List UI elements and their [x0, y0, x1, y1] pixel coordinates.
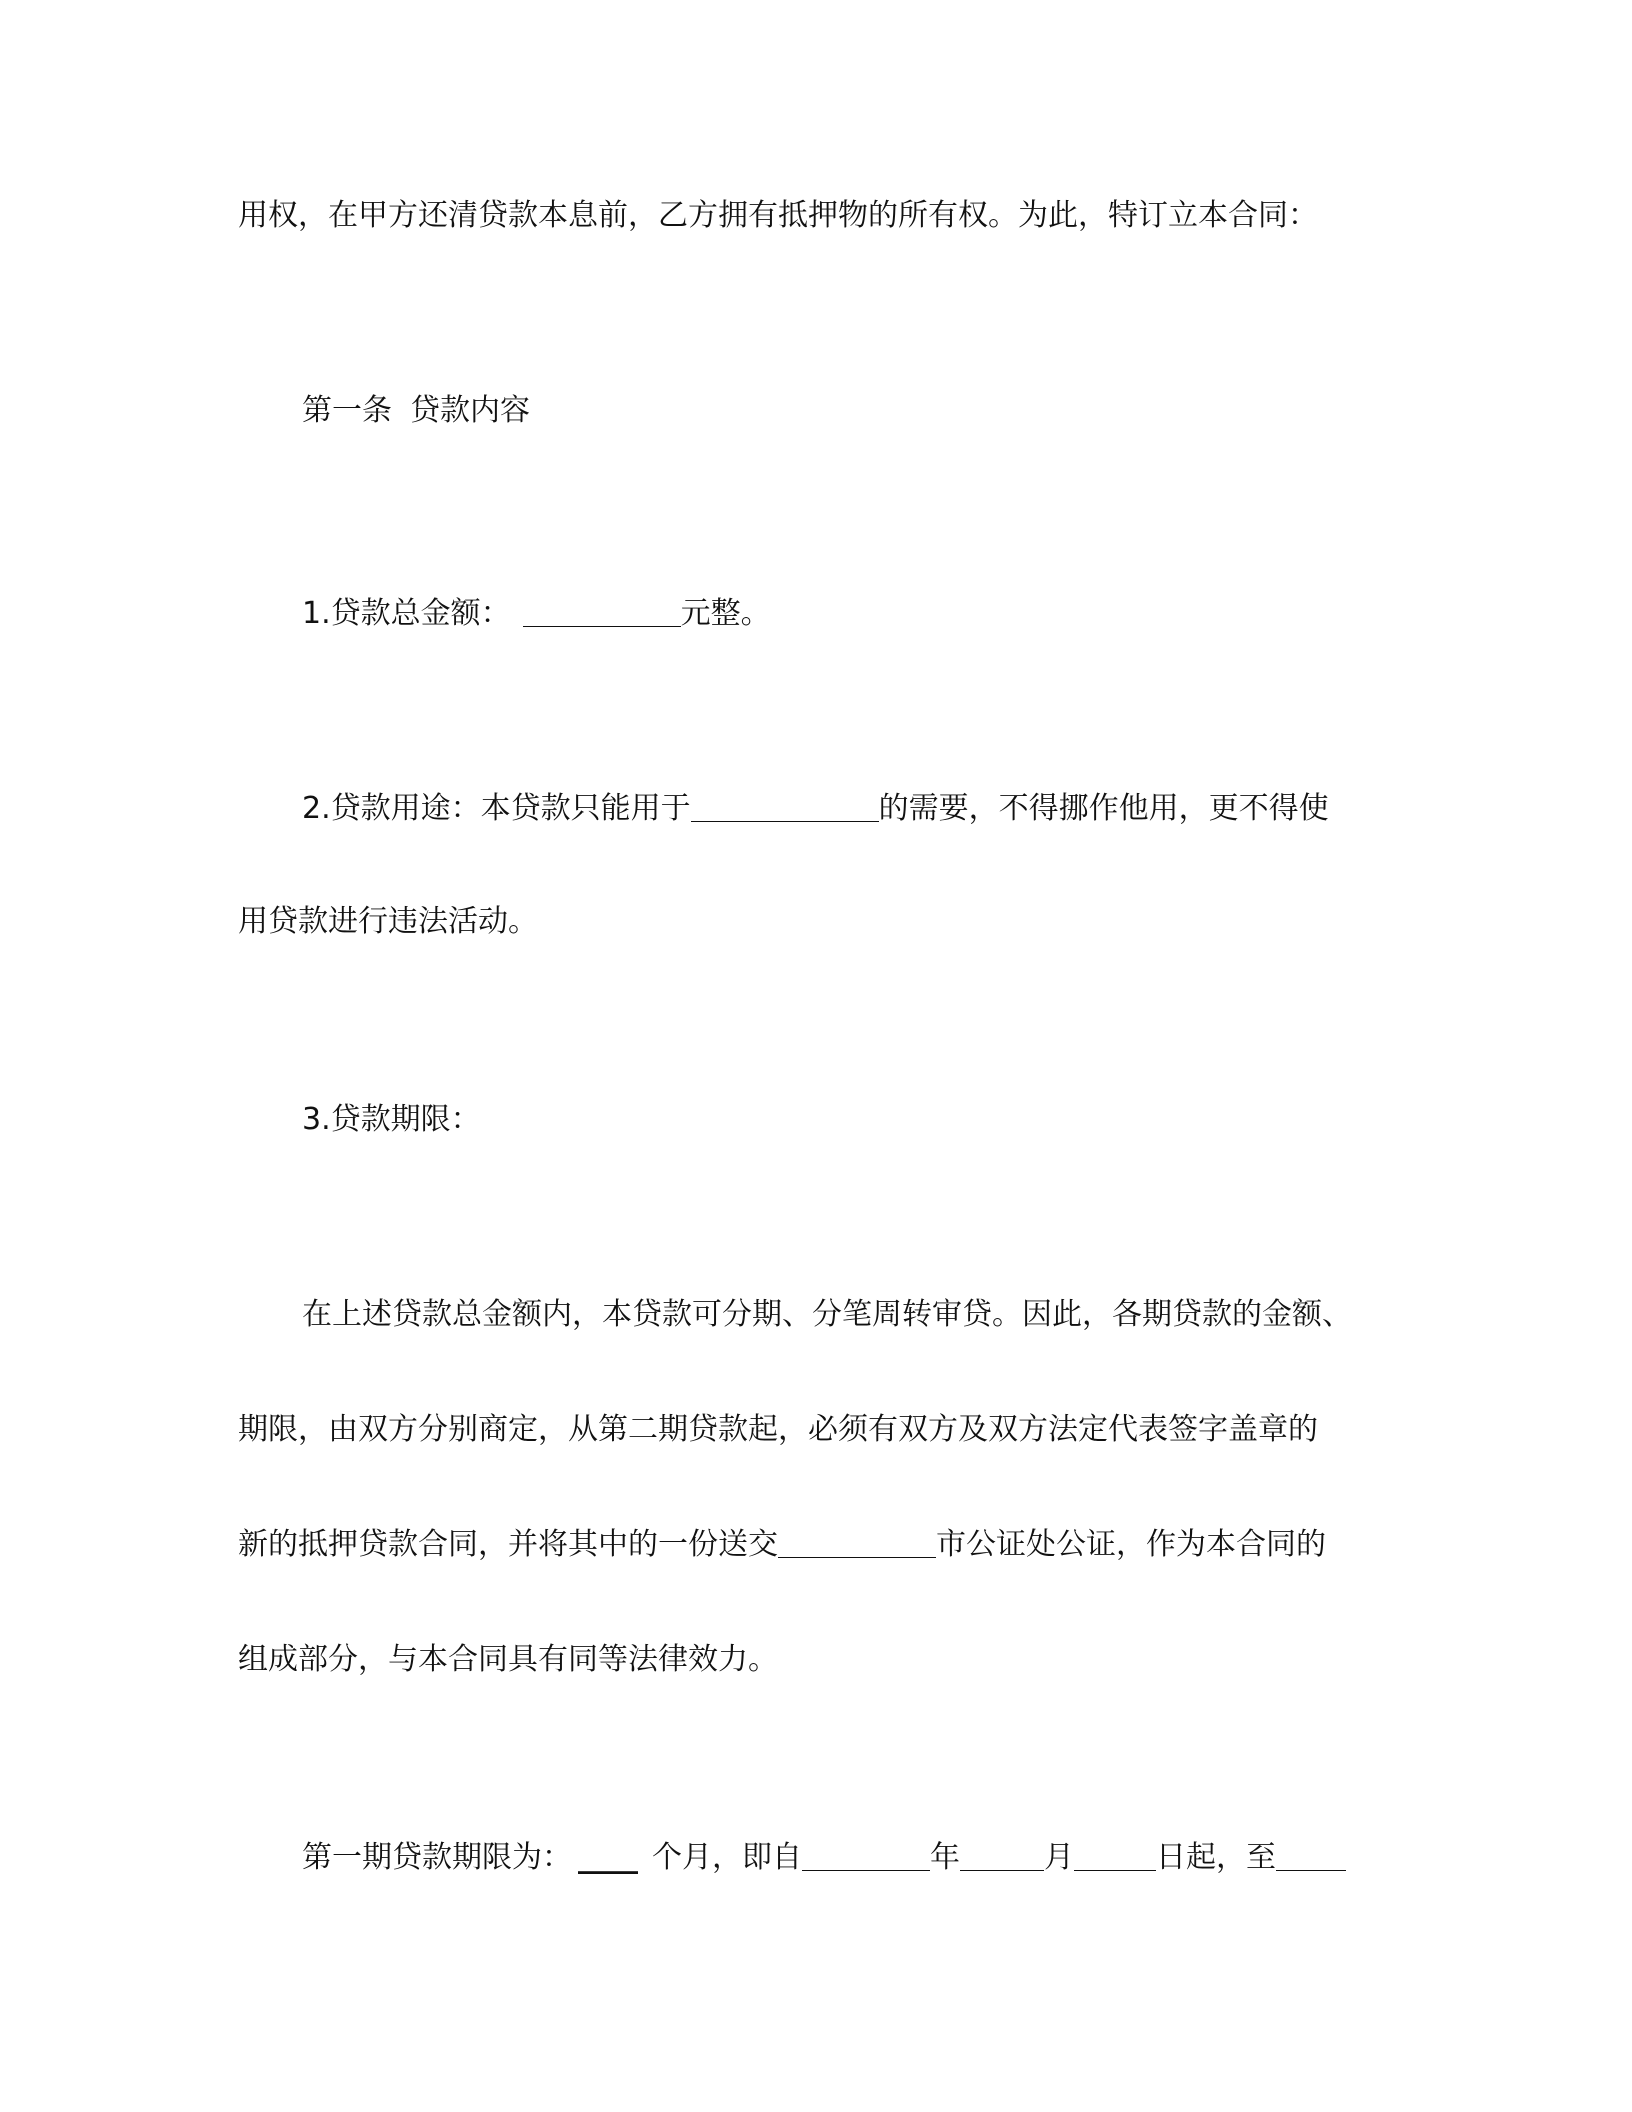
month-label: 月	[1044, 1840, 1074, 1875]
months-blank: ____	[578, 1840, 638, 1875]
paragraph-installments-line4: 组成部分，与本合同具有同等法律效力。	[238, 1642, 778, 1677]
loan-amount-blank	[523, 596, 681, 627]
year-label: 年	[930, 1840, 960, 1875]
item-loan-purpose	[302, 789, 1329, 829]
item-loan-amount	[302, 594, 771, 634]
article-heading	[302, 391, 530, 431]
first-term-prefix: 第一期贷款期限为：	[302, 1840, 572, 1875]
paragraph-installments-line1: 在上述贷款总金额内，本贷款可分期、分笔周转审贷。因此，各期贷款的金额、	[302, 1297, 1352, 1332]
article-title: 贷款内容	[410, 393, 530, 428]
months-text: 个月，即自	[652, 1840, 802, 1875]
item-loan-term-label: 3.贷款期限：	[302, 1102, 481, 1137]
day-to-label: 日起，至	[1156, 1840, 1276, 1875]
loan-purpose-suffix: 的需要，不得挪作他用，更不得使	[878, 791, 1329, 826]
start-day-blank	[1074, 1840, 1156, 1871]
loan-purpose-prefix: 2.贷款用途：本贷款只能用于	[302, 791, 691, 826]
notary-suffix: 市公证处公证，作为本合同的	[936, 1527, 1326, 1562]
loan-amount-suffix: 元整。	[680, 596, 771, 631]
first-term-line	[302, 1838, 1346, 1878]
start-month-blank	[960, 1840, 1044, 1871]
notary-prefix: 新的抵押贷款合同，并将其中的一份送交	[238, 1527, 778, 1562]
paragraph-ownership-clause: 用权，在甲方还清贷款本息前，乙方拥有抵押物的所有权。为此，特订立本合同：	[238, 198, 1318, 233]
notary-city-blank	[778, 1527, 936, 1558]
article-number: 第一条	[302, 393, 392, 428]
loan-purpose-blank	[691, 791, 879, 822]
loan-amount-label: 1.贷款总金额：	[302, 596, 511, 631]
end-date-blank	[1276, 1840, 1346, 1871]
start-year-blank	[802, 1840, 930, 1871]
paragraph-installments-line3	[238, 1525, 1326, 1565]
loan-purpose-continuation: 用贷款进行违法活动。	[238, 904, 538, 939]
paragraph-installments-line2: 期限，由双方分别商定，从第二期贷款起，必须有双方及双方法定代表签字盖章的	[238, 1412, 1318, 1447]
